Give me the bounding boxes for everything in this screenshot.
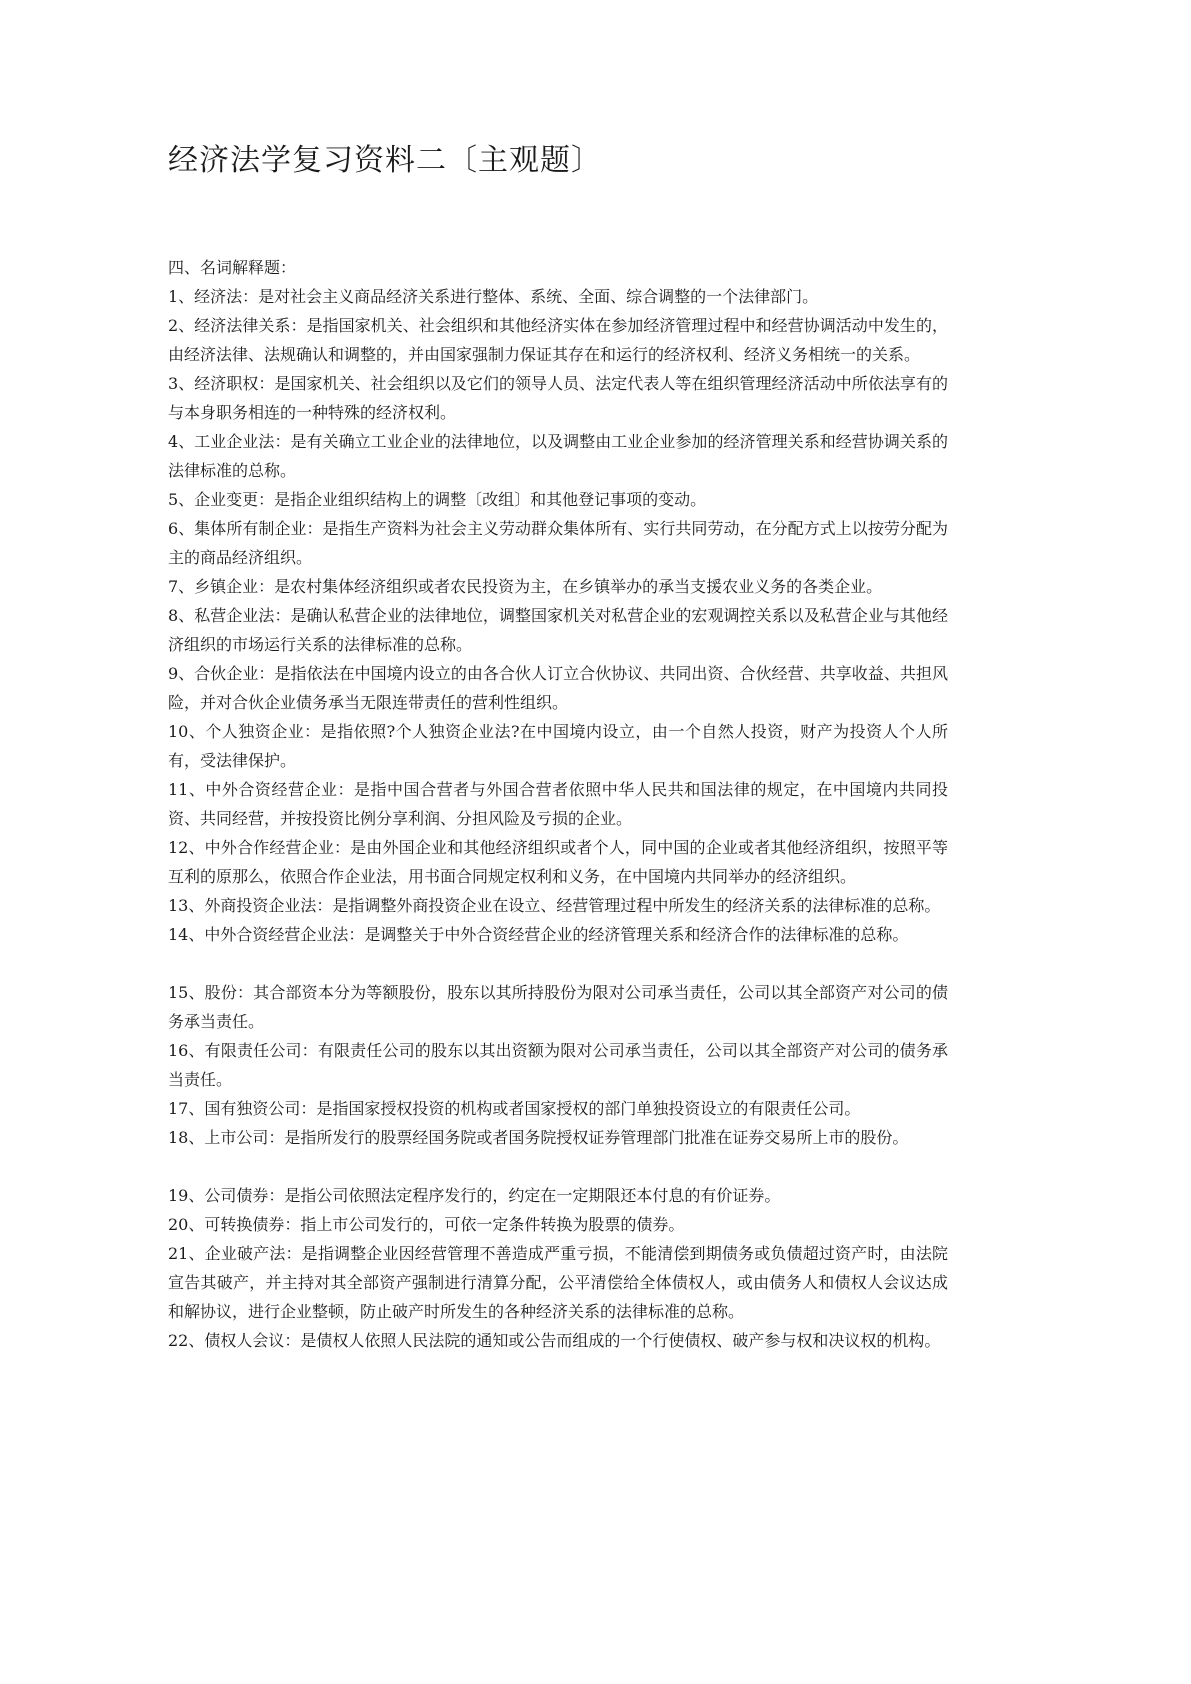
entry-16: 16、有限责任公司：有限责任公司的股东以其出资额为限对公司承当责任，公司以其全部资产对公司的债务承当责任。 (168, 1041, 948, 1089)
entry-9: 9、合伙企业：是指依法在中国境内设立的由各合伙人订立合伙协议、共同出资、合伙经营、共享收益、共担风险，并对合伙企业债务承当无限连带责任的营利性组织。 (168, 664, 948, 712)
entry-17: 17、国有独资公司：是指国家授权投资的机构或者国家授权的部门单独投资设立的有限责任公司。 (168, 1099, 861, 1118)
entry-11: 11、中外合资经营企业：是指中国合营者与外国合营者依照中华人民共和国法律的规定，在中国境内共同投资、共同经营，并按投资比例分享利润、分担风险及亏损的企业。 (168, 780, 948, 828)
entry-10: 10、个人独资企业：是指依照?个人独资企业法?在中国境内设立，由一个自然人投资，财产为投资人个人所有，受法律保护。 (168, 722, 948, 770)
entry-2: 2、经济法律关系：是指国家机关、社会组织和其他经济实体在参加经济管理过程中和经营协调活动中发生的，由经济法律、法规确认和调整的，并由国家强制力保证其存在和运行的经济权利、经济义务相统一的关系。 (168, 316, 948, 364)
entry-14: 14、中外合资经营企业法：是调整关于中外合资经营企业的经济管理关系和经济合作的法律标准的总称。 (168, 925, 909, 944)
entry-13: 13、外商投资企业法：是指调整外商投资企业在设立、经营管理过程中所发生的经济关系的法律标准的总称。 (168, 896, 941, 915)
entry-18: 18、上市公司：是指所发行的股票经国务院或者国务院授权证券管理部门批准在证券交易所上市的股份。 (168, 1128, 909, 1147)
section-heading: 四、名词解释题： (168, 258, 297, 277)
entry-6: 6、集体所有制企业：是指生产资料为社会主义劳动群众集体所有、实行共同劳动，在分配方式上以按劳分配为主的商品经济组织。 (168, 519, 948, 567)
entry-12: 12、中外合作经营企业：是由外国企业和其他经济组织或者个人，同中国的企业或者其他经济组织，按照平等互利的原那么，依照合作企业法，用书面合同规定权利和义务，在中国境内共同举办的经济组织。 (168, 838, 948, 886)
entry-19: 19、公司债券：是指公司依照法定程序发行的，约定在一定期限还本付息的有价证券。 (168, 1186, 781, 1205)
entry-7: 7、乡镇企业：是农村集体经济组织或者农民投资为主，在乡镇举办的承当支援农业义务的各类企业。 (168, 577, 883, 596)
entry-15: 15、股份：其合部资本分为等额股份，股东以其所持股份为限对公司承当责任，公司以其全部资产对公司的债务承当责任。 (168, 983, 948, 1031)
entry-5: 5、企业变更：是指企业组织结构上的调整〔改组〕和其他登记事项的变动。 (168, 490, 707, 509)
entry-3: 3、经济职权：是国家机关、社会组织以及它们的领导人员、法定代表人等在组织管理经济活动中所依法享有的与本身职务相连的一种特殊的经济权利。 (168, 374, 948, 422)
entry-8: 8、私营企业法：是确认私营企业的法律地位，调整国家机关对私营企业的宏观调控关系以及私营企业与其他经济组织的市场运行关系的法律标准的总称。 (168, 606, 948, 654)
entry-21: 21、企业破产法：是指调整企业因经营管理不善造成严重亏损，不能清偿到期债务或负债超过资产时，由法院宣告其破产，并主持对其全部资产强制进行清算分配，公平清偿给全体债权人，或由债务人和债权人会议达成和解协议，进行企业整顿，防止破产时所发生的各种经济关系的法律标准的总称。 (168, 1244, 948, 1321)
entry-4: 4、工业企业法：是有关确立工业企业的法律地位，以及调整由工业企业参加的经济管理关系和经营协调关系的法律标准的总称。 (168, 432, 948, 480)
entry-22: 22、债权人会议：是债权人依照人民法院的通知或公告而组成的一个行使债权、破产参与权和决议权的机构。 (168, 1331, 941, 1350)
document-title: 经济法学复习资料二〔主观题〕 (168, 143, 602, 178)
entry-20: 20、可转换债券：指上市公司发行的，可依一定条件转换为股票的债券。 (168, 1215, 685, 1234)
document-page (168, 138, 948, 1355)
entry-1: 1、经济法：是对社会主义商品经济关系进行整体、系统、全面、综合调整的一个法律部门。 (168, 287, 819, 306)
